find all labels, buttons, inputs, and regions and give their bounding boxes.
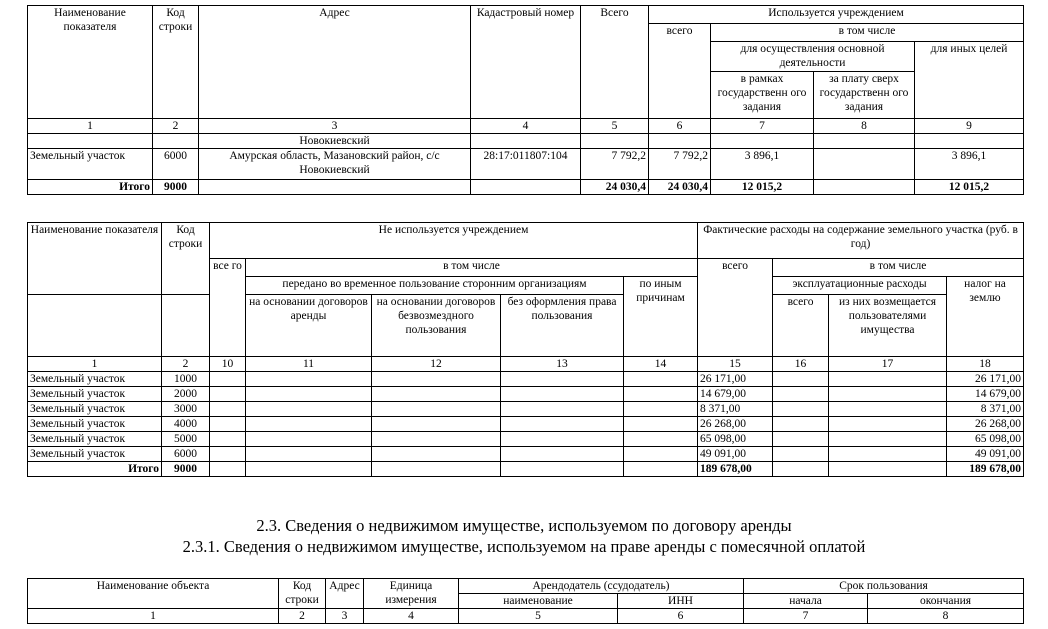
row-code: 4000 bbox=[162, 417, 210, 432]
end-header: окончания bbox=[868, 594, 1024, 609]
table-rent bbox=[27, 578, 1024, 624]
row-actual-all: 14 679,00 bbox=[698, 387, 773, 402]
subsection-heading: 2.3.1. Сведения о недвижимом имуществе, используемом на праве аренды с помесячной оплатой bbox=[182, 537, 866, 556]
col-num: 8 bbox=[868, 609, 1024, 624]
term-header: Срок пользования bbox=[744, 579, 1024, 594]
row-actual-all: 65 098,00 bbox=[698, 432, 773, 447]
row-paid bbox=[814, 149, 915, 180]
row-actual-all: 26 171,00 bbox=[698, 372, 773, 387]
actual-costs-header: Фактические расходы на содержание земельного участка (руб. в год) bbox=[698, 223, 1024, 259]
col-num: 14 bbox=[624, 357, 698, 372]
table-row bbox=[28, 417, 1024, 432]
table-land-usage bbox=[27, 5, 1024, 195]
col-code-header: Код строки bbox=[162, 223, 210, 295]
reimbursed-header: из них возмещается пользователями имущества bbox=[829, 295, 947, 357]
start-header: начала bbox=[744, 594, 868, 609]
row-name: Земельный участок bbox=[28, 402, 162, 417]
not-used-all-header: все го bbox=[210, 259, 246, 357]
row-name: Земельный участок bbox=[28, 447, 162, 462]
incl-header: в том числе bbox=[246, 259, 698, 277]
col-total-header: Всего bbox=[581, 6, 649, 119]
row-land-tax: 26 171,00 bbox=[947, 372, 1024, 387]
row-land-tax: 26 268,00 bbox=[947, 417, 1024, 432]
lease-header: на основании договоров аренды bbox=[246, 295, 372, 357]
paid-header: за плату сверх государственн ого задания bbox=[814, 72, 915, 119]
col-num: 9 bbox=[915, 119, 1024, 134]
table-row bbox=[28, 372, 1024, 387]
used-all-header: всего bbox=[649, 24, 711, 119]
address-header: Адрес bbox=[326, 579, 364, 609]
total-row bbox=[28, 462, 1024, 477]
row-name: Земельный участок bbox=[28, 417, 162, 432]
col-num: 2 bbox=[153, 119, 199, 134]
row-actual-all: 26 268,00 bbox=[698, 417, 773, 432]
col-num: 2 bbox=[279, 609, 326, 624]
row-code: 6000 bbox=[153, 149, 199, 180]
row-total: 7 792,2 bbox=[581, 149, 649, 180]
transferred-header: передано во временное пользование сторонним организациям bbox=[246, 277, 624, 295]
expl-all-header: всего bbox=[773, 295, 829, 357]
row-other: 3 896,1 bbox=[915, 149, 1024, 180]
inn-header: ИНН bbox=[618, 594, 744, 609]
row-land-tax: 49 091,00 bbox=[947, 447, 1024, 462]
col-code-header: Код строки bbox=[153, 6, 199, 119]
col-name-header: Наименование показателя bbox=[28, 223, 162, 295]
col-num: 7 bbox=[744, 609, 868, 624]
col-num: 16 bbox=[773, 357, 829, 372]
col-num: 1 bbox=[28, 357, 162, 372]
row-address: Амурская область, Мазановский район, с/с Новокиевский bbox=[199, 149, 471, 180]
state-task-header: в рамках государственн ого задания bbox=[711, 72, 814, 119]
row-name: Земельный участок bbox=[28, 432, 162, 447]
col-num: 1 bbox=[28, 119, 153, 134]
row-code: 3000 bbox=[162, 402, 210, 417]
row-land-tax: 14 679,00 bbox=[947, 387, 1024, 402]
col-num: 2 bbox=[162, 357, 210, 372]
itogo-label: Итого bbox=[28, 462, 162, 477]
incl-header: в том числе bbox=[711, 24, 1024, 42]
code-header: Код строки bbox=[279, 579, 326, 609]
row-state-task: 3 896,1 bbox=[711, 149, 814, 180]
col-num: 13 bbox=[501, 357, 624, 372]
row-land-tax: 8 371,00 bbox=[947, 402, 1024, 417]
col-num: 5 bbox=[581, 119, 649, 134]
col-num: 7 bbox=[711, 119, 814, 134]
col-num: 12 bbox=[372, 357, 501, 372]
row-land-tax: 65 098,00 bbox=[947, 432, 1024, 447]
table-row bbox=[28, 402, 1024, 417]
row-name: Земельный участок bbox=[28, 387, 162, 402]
expl-header: эксплуатационные расходы bbox=[773, 277, 947, 295]
itogo-label: Итого bbox=[28, 180, 153, 195]
col-num: 5 bbox=[459, 609, 618, 624]
itogo-land-tax: 189 678,00 bbox=[947, 462, 1024, 477]
col-num: 8 bbox=[814, 119, 915, 134]
row-name: Земельный участок bbox=[28, 149, 153, 180]
itogo-code: 9000 bbox=[153, 180, 199, 195]
table-row bbox=[28, 149, 1024, 180]
col-num: 10 bbox=[210, 357, 246, 372]
actual-all-header: всего bbox=[698, 259, 773, 357]
col-num: 1 bbox=[28, 609, 279, 624]
col-num: 11 bbox=[246, 357, 372, 372]
lessor-name-header: наименование bbox=[459, 594, 618, 609]
col-address-header: Адрес bbox=[199, 6, 471, 119]
prev-address-tail: Новокиевский bbox=[199, 134, 471, 149]
itogo-actual-all: 189 678,00 bbox=[698, 462, 773, 477]
other-reasons-header: по иным причинам bbox=[624, 277, 698, 357]
other-purposes-header: для иных целей bbox=[915, 42, 1024, 119]
row-used-all: 7 792,2 bbox=[649, 149, 711, 180]
col-num: 4 bbox=[471, 119, 581, 134]
row-code: 1000 bbox=[162, 372, 210, 387]
itogo-used-all: 24 030,4 bbox=[649, 180, 711, 195]
row-code: 2000 bbox=[162, 387, 210, 402]
not-used-header: Не используется учреждением bbox=[210, 223, 698, 259]
itogo-other: 12 015,2 bbox=[915, 180, 1024, 195]
row-actual-all: 8 371,00 bbox=[698, 402, 773, 417]
unit-header: Единица измерения bbox=[364, 579, 459, 609]
itogo-code: 9000 bbox=[162, 462, 210, 477]
table-land-not-used bbox=[27, 222, 1024, 477]
free-use-header: на основании договоров безвозмездного пользования bbox=[372, 295, 501, 357]
incl2-header: в том числе bbox=[773, 259, 1024, 277]
col-num: 6 bbox=[618, 609, 744, 624]
row-code: 5000 bbox=[162, 432, 210, 447]
table-row bbox=[28, 432, 1024, 447]
col-num: 18 bbox=[947, 357, 1024, 372]
table-row bbox=[28, 447, 1024, 462]
col-cadastral-header: Кадастровый номер bbox=[471, 6, 581, 119]
itogo-total: 24 030,4 bbox=[581, 180, 649, 195]
main-activity-header: для осуществления основной деятельности bbox=[711, 42, 915, 72]
used-header: Используется учреждением bbox=[649, 6, 1024, 24]
col-num: 4 bbox=[364, 609, 459, 624]
row-name: Земельный участок bbox=[28, 372, 162, 387]
total-row bbox=[28, 180, 1024, 195]
section-heading: 2.3. Сведения о недвижимом имуществе, используемом по договору аренды bbox=[256, 516, 792, 535]
row-code: 6000 bbox=[162, 447, 210, 462]
col-num: 6 bbox=[649, 119, 711, 134]
col-num: 3 bbox=[199, 119, 471, 134]
col-num: 3 bbox=[326, 609, 364, 624]
row-cadastral: 28:17:011807:104 bbox=[471, 149, 581, 180]
land-tax-header: налог на землю bbox=[947, 277, 1024, 357]
col-num: 15 bbox=[698, 357, 773, 372]
col-name-header: Наименование показателя bbox=[28, 6, 153, 119]
row-actual-all: 49 091,00 bbox=[698, 447, 773, 462]
no-doc-header: без оформления права пользования bbox=[501, 295, 624, 357]
table-row bbox=[28, 387, 1024, 402]
object-header: Наименование объекта bbox=[28, 579, 279, 609]
lessor-header: Арендодатель (ссудодатель) bbox=[459, 579, 744, 594]
col-num: 17 bbox=[829, 357, 947, 372]
itogo-state-task: 12 015,2 bbox=[711, 180, 814, 195]
